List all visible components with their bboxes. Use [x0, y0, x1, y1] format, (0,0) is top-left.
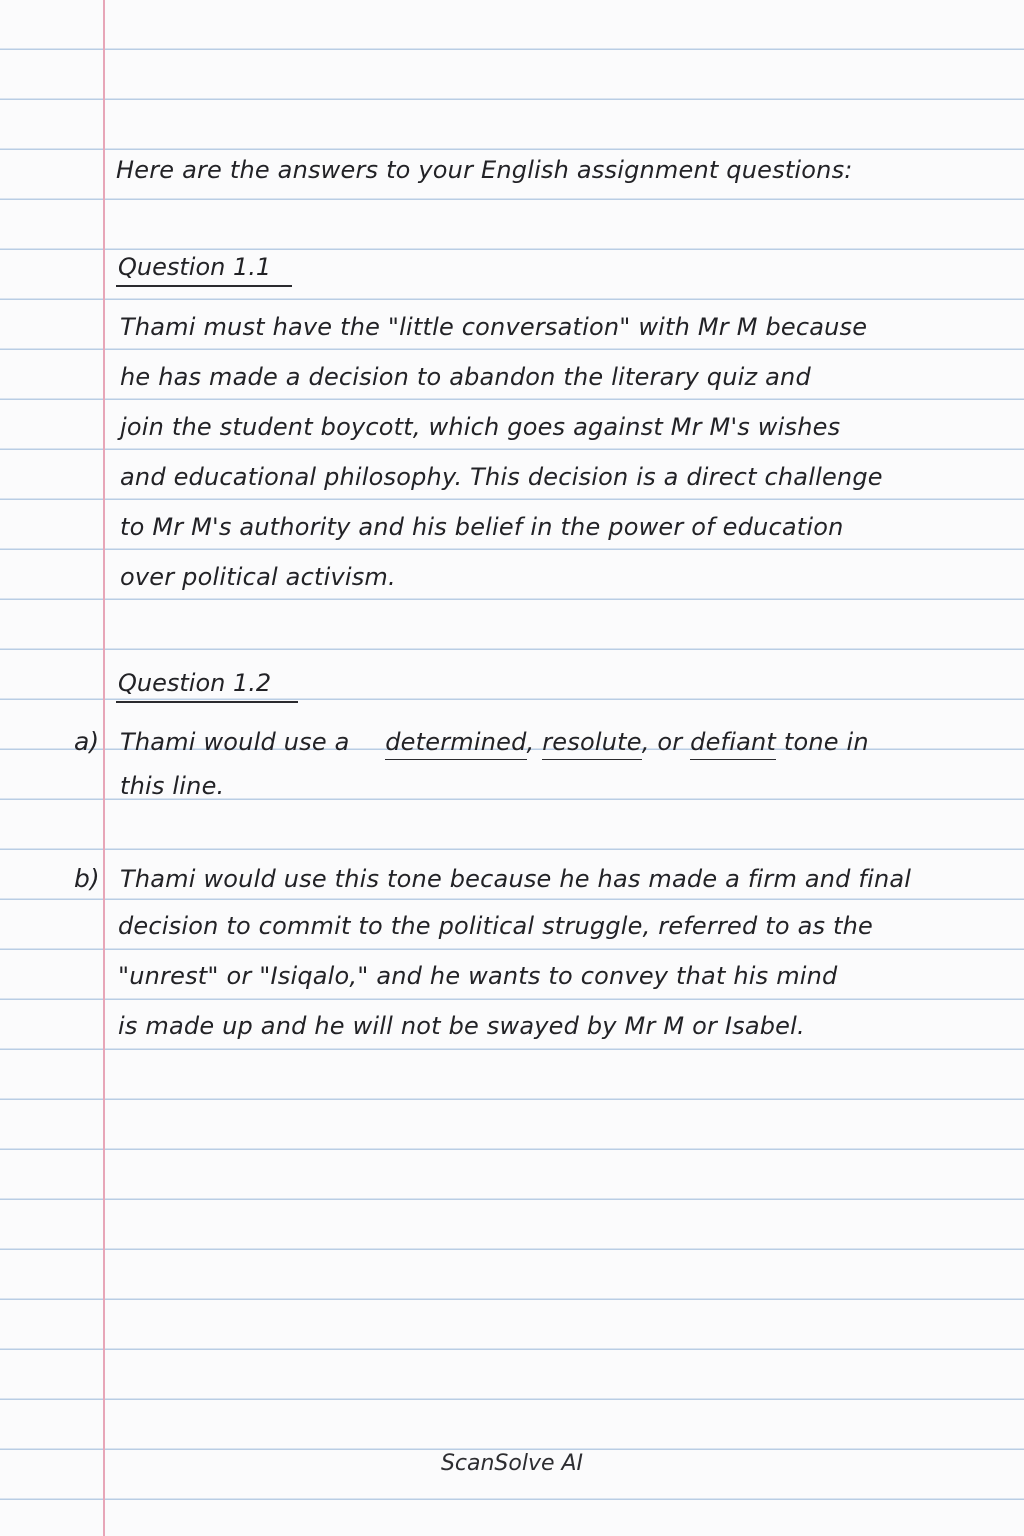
tone-separator-1: , [526, 728, 535, 756]
question-1-1-heading: Question 1.1 [118, 253, 272, 281]
q1-line-6: over political activism. [120, 563, 396, 591]
question-1-2-heading: Question 1.2 [118, 669, 272, 697]
q1-line-1: Thami must have the "little conversation" with Mr M because [120, 313, 868, 341]
tone-determined: determined [385, 727, 526, 760]
q1-line-2: he has made a decision to abandon the literary quiz and [120, 363, 811, 391]
q1-line-4: and educational philosophy. This decision is a direct challenge [120, 463, 883, 491]
item-b-line-2: decision to commit to the political struggle, referred to as the [118, 912, 874, 940]
q1-line-5: to Mr M's authority and his belief in the power of education [120, 513, 844, 541]
item-b-line-4: is made up and he will not be swayed by Mr M or Isabel. [118, 1012, 805, 1040]
item-a-marker: a) [74, 727, 100, 756]
item-a-suffix: tone in [783, 728, 869, 756]
tone-defiant: defiant [690, 727, 776, 760]
scansolve-watermark: ScanSolve AI [440, 1451, 584, 1476]
intro-text: Here are the answers to your English assignment questions: [116, 156, 853, 184]
item-a-line-2: this line. [120, 772, 225, 800]
item-b-line-3: "unrest" or "Isiqalo," and he wants to convey that his mind [118, 962, 838, 990]
item-b-line-1: Thami would use this tone because he has made a firm and final [120, 865, 912, 893]
tone-separator-2: , or [641, 728, 683, 756]
question-1-2-underline [116, 701, 298, 703]
tone-resolute: resolute [542, 727, 641, 760]
question-1-1-underline [116, 285, 292, 287]
margin-line [103, 0, 105, 1536]
q1-line-3: join the student boycott, which goes against Mr M's wishes [120, 413, 841, 441]
item-a-line-1 [120, 727, 869, 760]
item-a-prefix: Thami would use a [120, 728, 350, 756]
item-b-marker: b) [74, 864, 100, 893]
